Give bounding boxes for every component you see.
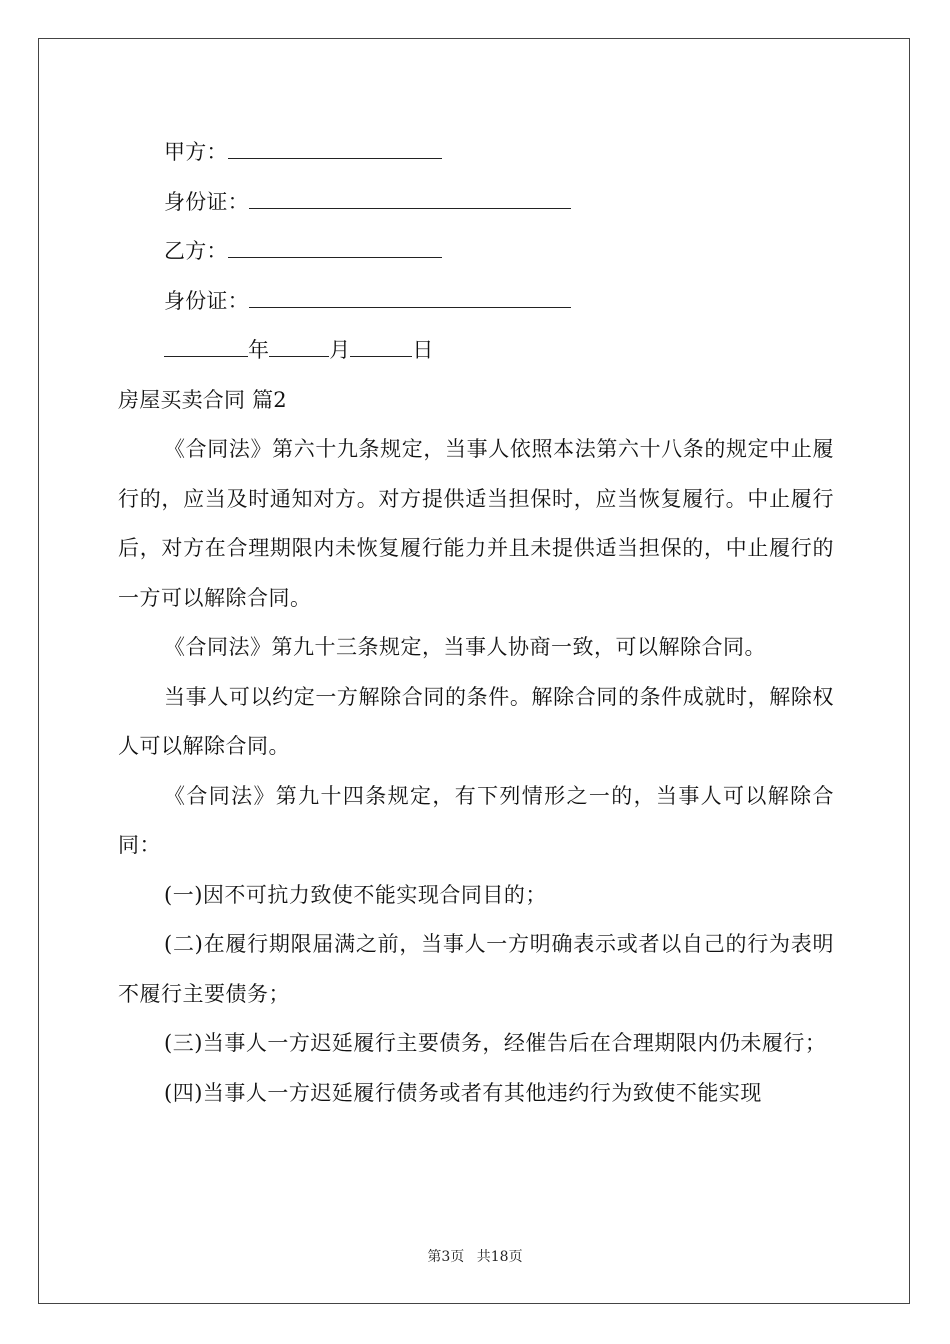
id-b-label: 身份证： [164, 288, 249, 313]
id-a-label: 身份证： [164, 189, 249, 214]
page-footer [0, 1246, 950, 1266]
paragraph: 《合同法》第六十九条规定，当事人依照本法第六十八条的规定中止履行的，应当及时通知对方。对方提供适当担保时，应当恢复履行。中止履行后，对方在合理期限内未恢复履行能力并且未提供适当担保的，中止履行的一方可以解除合同。 [118, 437, 834, 610]
party-b-blank [228, 237, 442, 258]
section-title: 房屋买卖合同 篇2 [118, 387, 287, 412]
party-a-line [118, 128, 834, 178]
year-blank [164, 336, 248, 357]
list-item: (一)因不可抗力致使不能实现合同目的； [164, 882, 547, 907]
total-pages: 共18页 [476, 1249, 523, 1265]
month-label: 月 [329, 338, 351, 362]
month-blank [269, 336, 329, 357]
list-item: (四)当事人一方迟延履行债务或者有其他违约行为致使不能实现 [164, 1080, 762, 1105]
list-item: (二)在履行期限届满之前，当事人一方明确表示或者以自己的行为表明不履行主要债务； [118, 932, 834, 1006]
day-label: 日 [412, 338, 434, 362]
id-a-blank [249, 188, 571, 209]
party-a-label: 甲方： [164, 140, 228, 164]
paragraph: 当事人可以约定一方解除合同的条件。解除合同的条件成就时，解除权人可以解除合同。 [118, 684, 834, 758]
party-a-blank [228, 138, 442, 159]
paragraph: 《合同法》第九十三条规定，当事人协商一致，可以解除合同。 [164, 635, 766, 659]
id-b-blank [249, 287, 571, 308]
year-label: 年 [248, 338, 270, 362]
party-b-label: 乙方： [164, 239, 228, 263]
party-b-line [118, 227, 834, 277]
page-number: 第3页 [427, 1249, 465, 1265]
document-body [118, 128, 834, 1118]
paragraph: 《合同法》第九十四条规定，有下列情形之一的，当事人可以解除合同： [118, 783, 834, 857]
date-line [118, 326, 834, 376]
day-blank [350, 336, 412, 357]
id-b-line [118, 277, 834, 327]
list-item: (三)当事人一方迟延履行主要债务，经催告后在合理期限内仍未履行； [164, 1031, 827, 1055]
id-a-line [118, 178, 834, 228]
